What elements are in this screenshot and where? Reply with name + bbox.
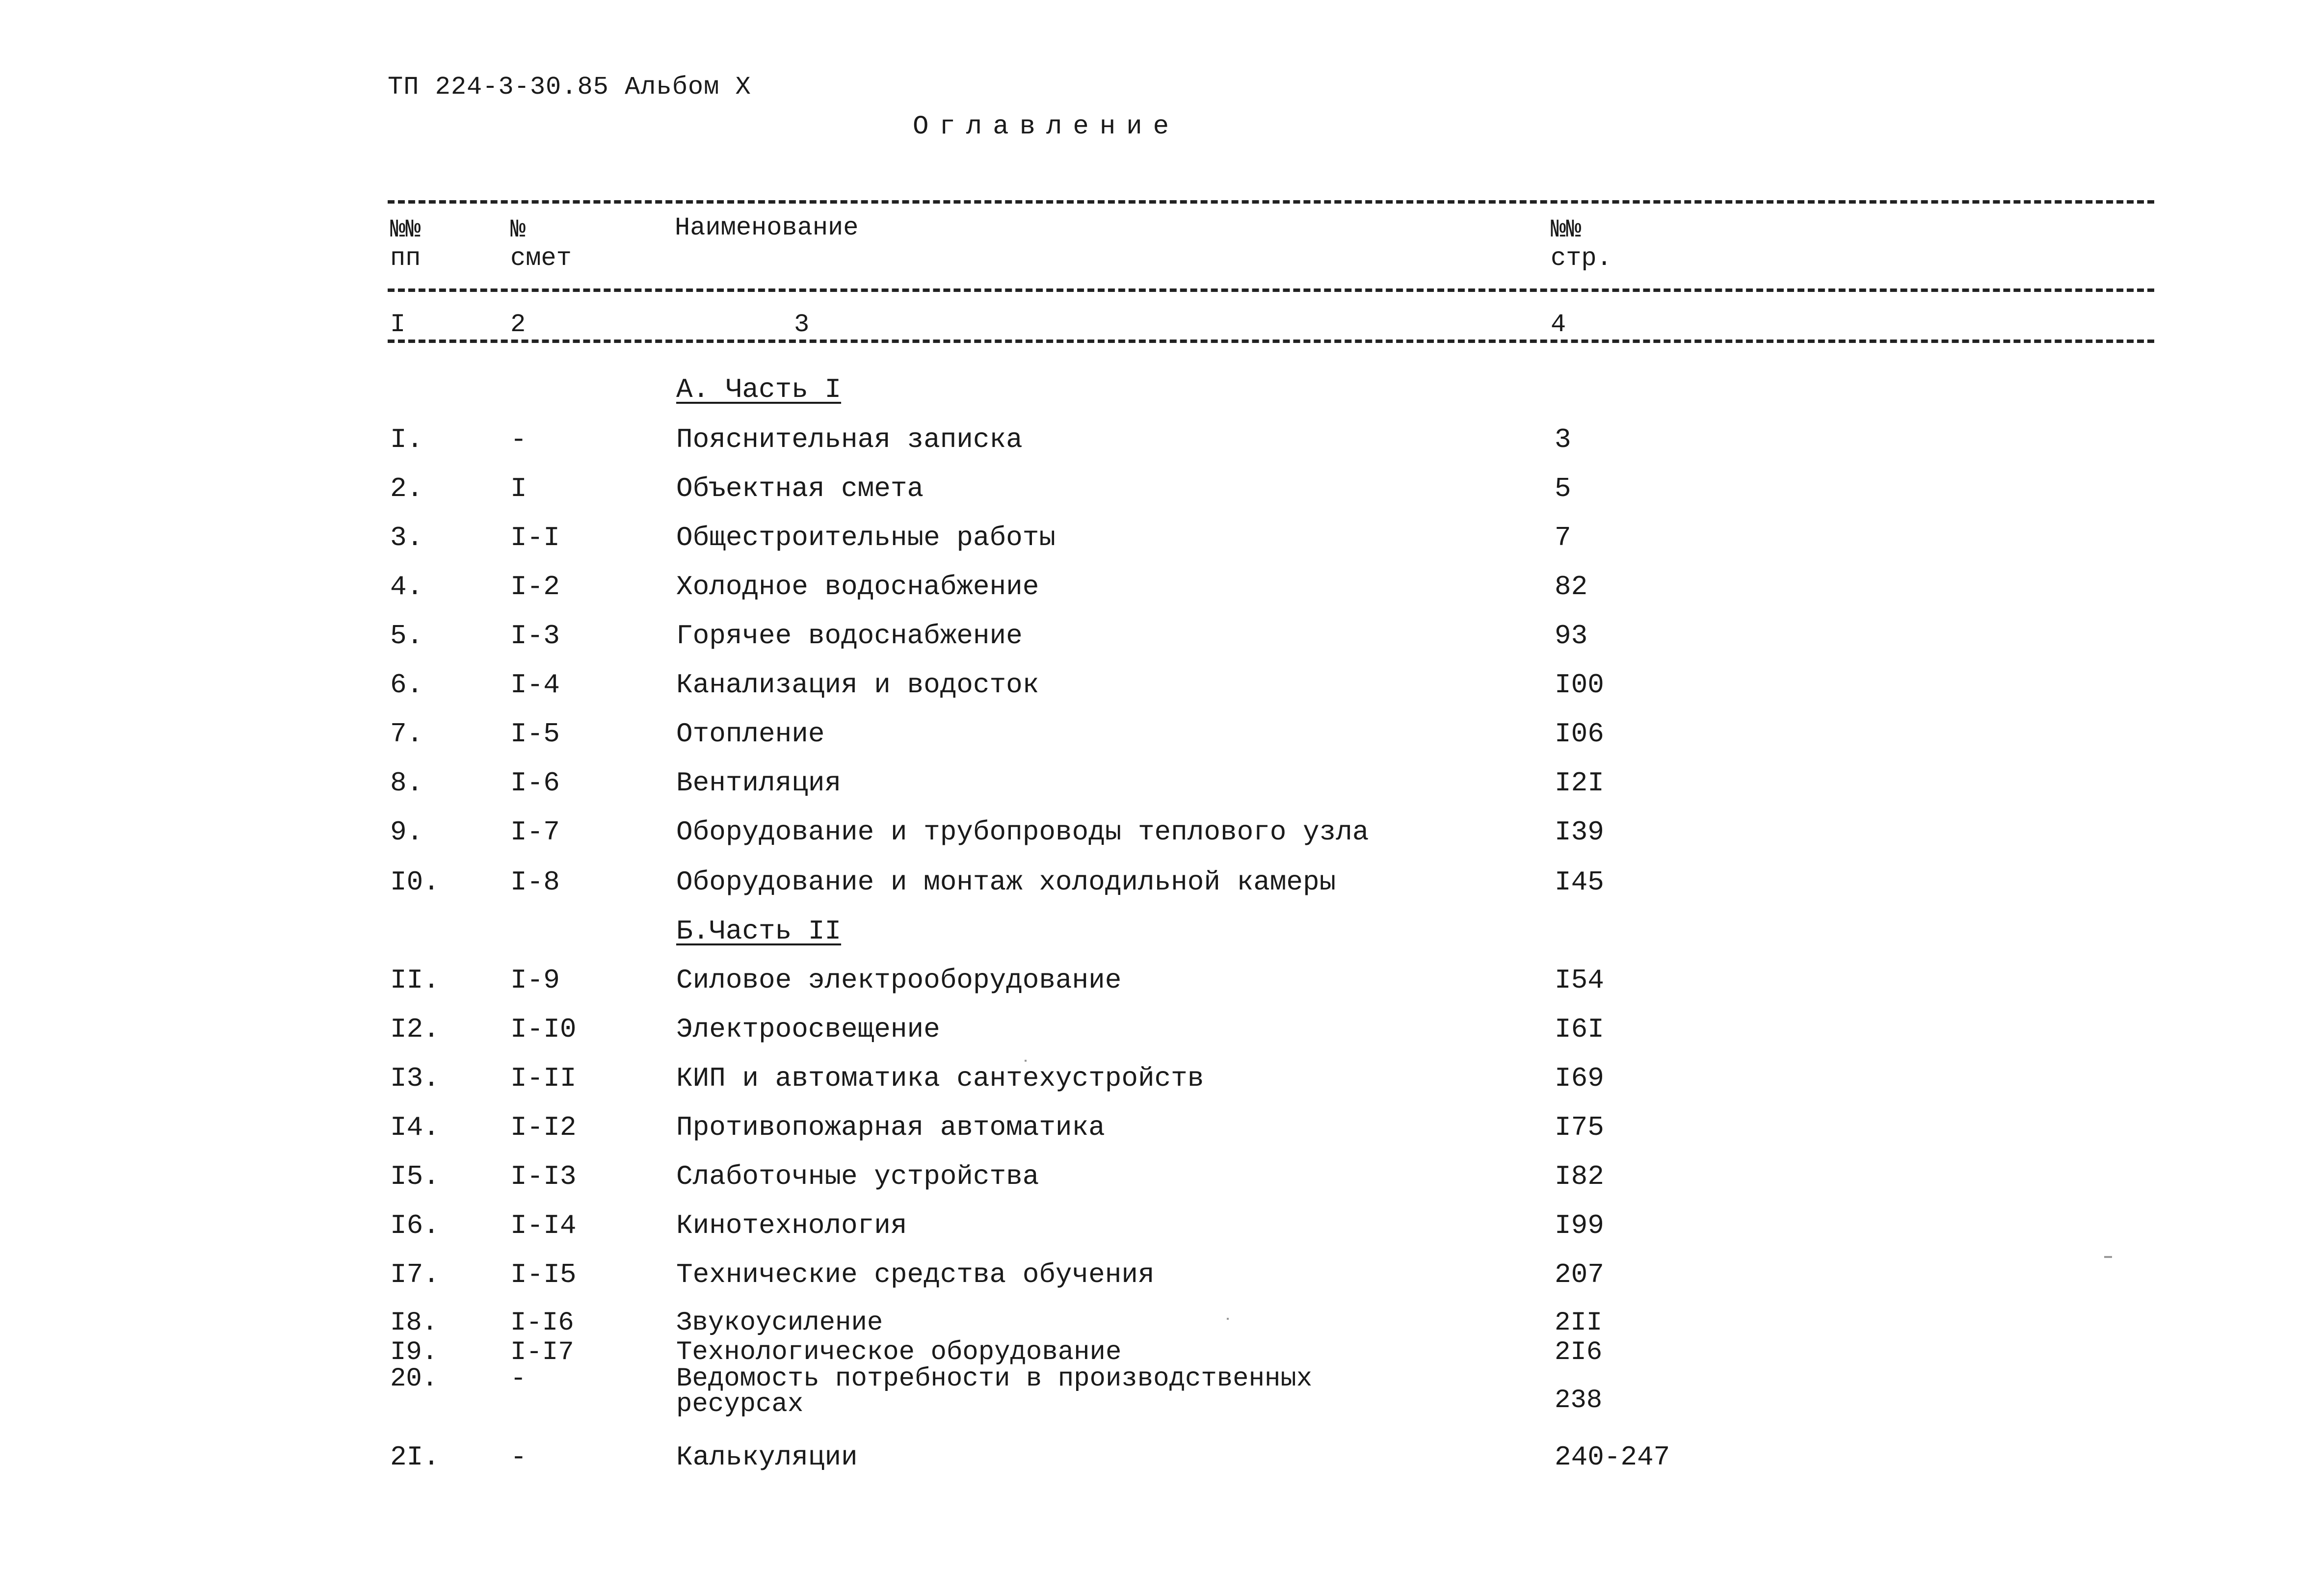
- row-page: I00: [1555, 669, 1604, 701]
- row-page: 7: [1555, 522, 1571, 553]
- row-page: I6I: [1555, 1014, 1604, 1045]
- row-number: 2.: [390, 473, 423, 504]
- table-row: [0, 1112, 2298, 1156]
- table-row: [0, 1161, 2298, 1205]
- row-page: 5: [1555, 473, 1571, 504]
- row-smeta: I-2: [510, 571, 560, 602]
- row-page: 93: [1555, 620, 1588, 652]
- row-name: Электроосвещение: [676, 1014, 940, 1045]
- row-number: I4.: [390, 1112, 440, 1143]
- section-title-a: А. Часть I: [676, 374, 842, 405]
- row-page: 2II: [1555, 1308, 1603, 1338]
- table-row: [0, 866, 2298, 911]
- scan-speck: [1227, 1318, 1229, 1320]
- row-name: Общестроительные работы: [676, 522, 1056, 553]
- row-page: I99: [1555, 1210, 1604, 1241]
- row-page: I75: [1555, 1112, 1604, 1143]
- row-name: Технические средства обучения: [676, 1259, 1155, 1290]
- header-bottom-rule: [388, 340, 2154, 343]
- row-number: 20.: [390, 1364, 438, 1394]
- row-number: I8.: [390, 1308, 438, 1338]
- table-row: [0, 767, 2298, 811]
- row-page: I06: [1555, 718, 1604, 750]
- row-page: 3: [1555, 424, 1571, 455]
- row-number: 2I.: [390, 1441, 440, 1473]
- scan-speck: [2104, 1256, 2112, 1258]
- row-number: I6.: [390, 1210, 440, 1241]
- row-name: Оборудование и трубопроводы теплового узла: [676, 816, 1369, 848]
- row-name: Ведомость потребности в производственных: [676, 1364, 1313, 1394]
- page-header-line-1: №№: [1551, 215, 1582, 244]
- row-name: Объектная смета: [676, 473, 924, 504]
- row-smeta: I-I0: [510, 1014, 577, 1045]
- table-row: [0, 424, 2298, 468]
- row-smeta: I: [510, 473, 527, 504]
- scan-speck: [1025, 1060, 1027, 1062]
- num-header-line-2: пп: [390, 244, 421, 273]
- row-page: 2I6: [1555, 1337, 1603, 1367]
- row-number: 7.: [390, 718, 423, 750]
- row-name: Технологическое оборудование: [676, 1337, 1122, 1367]
- row-smeta: I-8: [510, 866, 560, 898]
- row-name-continuation: ресурсах: [676, 1389, 804, 1419]
- header-mid-rule: [388, 288, 2154, 292]
- row-smeta: I-I2: [510, 1112, 577, 1143]
- row-number: 3.: [390, 522, 423, 553]
- column-number-4: 4: [1551, 310, 1566, 339]
- row-smeta: -: [510, 424, 527, 455]
- row-page: I45: [1555, 866, 1604, 898]
- row-smeta: I-II: [510, 1063, 577, 1094]
- row-smeta: I-I3: [510, 1161, 577, 1192]
- row-name: Силовое электрооборудование: [676, 965, 1122, 996]
- table-row: [0, 1441, 2298, 1486]
- row-page: I2I: [1555, 767, 1604, 799]
- row-number: I5.: [390, 1161, 440, 1192]
- row-number: 5.: [390, 620, 423, 652]
- row-name: Холодное водоснабжение: [676, 571, 1039, 602]
- row-name: Канализация и водосток: [676, 669, 1039, 701]
- section-title-b: Б.Часть II: [676, 916, 842, 947]
- row-page: 238: [1555, 1386, 1603, 1415]
- row-page: 82: [1555, 571, 1588, 602]
- table-row: [0, 1014, 2298, 1058]
- header-top-rule: [388, 200, 2154, 204]
- row-name: Звукоусиление: [676, 1308, 883, 1338]
- row-name: Оборудование и монтаж холодильной камеры: [676, 866, 1336, 898]
- row-number: 8.: [390, 767, 423, 799]
- num-column-header: [390, 216, 421, 273]
- row-page: 240-247: [1555, 1441, 1670, 1473]
- row-number: I0.: [390, 866, 440, 898]
- column-number-2: 2: [510, 310, 526, 339]
- row-number: I2.: [390, 1014, 440, 1045]
- row-name: Горячее водоснабжение: [676, 620, 1023, 652]
- smeta-header-line-1: №: [510, 215, 526, 244]
- row-number: 4.: [390, 571, 423, 602]
- column-number-3: 3: [794, 310, 810, 339]
- table-row: [0, 718, 2298, 762]
- row-smeta: I-9: [510, 965, 560, 996]
- smeta-column-header: [510, 216, 572, 273]
- row-smeta: I-I7: [510, 1337, 574, 1367]
- row-smeta: -: [510, 1441, 527, 1473]
- row-page: I82: [1555, 1161, 1604, 1192]
- table-row: [0, 669, 2298, 713]
- table-row: [0, 1063, 2298, 1107]
- row-name: КИП и автоматика сантехустройств: [676, 1063, 1204, 1094]
- row-smeta: I-3: [510, 620, 560, 652]
- row-smeta: I-I: [510, 522, 560, 553]
- document-id: ТП 224-3-30.85 Альбом Х: [388, 73, 751, 102]
- row-name: Противопожарная автоматика: [676, 1112, 1105, 1143]
- row-smeta: I-I4: [510, 1210, 577, 1241]
- table-row: [0, 522, 2298, 566]
- table-row: [0, 965, 2298, 1009]
- row-name: Калькуляции: [676, 1441, 858, 1473]
- page-title: Оглавление: [913, 112, 1180, 142]
- row-smeta: I-7: [510, 816, 560, 848]
- name-column-header: Наименование: [675, 213, 859, 242]
- row-number: 9.: [390, 816, 423, 848]
- page-column-header: [1551, 216, 1612, 273]
- row-number: I7.: [390, 1259, 440, 1290]
- row-page: 207: [1555, 1259, 1604, 1290]
- row-name: Слаботочные устройства: [676, 1161, 1039, 1192]
- row-smeta: I-I5: [510, 1259, 577, 1290]
- row-smeta: I-6: [510, 767, 560, 799]
- num-header-line-1: №№: [390, 215, 421, 244]
- row-number: I9.: [390, 1337, 438, 1367]
- row-page: I39: [1555, 816, 1604, 848]
- row-number: I.: [390, 424, 423, 455]
- row-name: Отопление: [676, 718, 825, 750]
- row-smeta: I-I6: [510, 1308, 574, 1338]
- table-row: [0, 620, 2298, 664]
- row-name: Пояснительная записка: [676, 424, 1023, 455]
- row-page: I69: [1555, 1063, 1604, 1094]
- row-smeta: I-5: [510, 718, 560, 750]
- table-row: [0, 1364, 2298, 1423]
- row-number: I3.: [390, 1063, 440, 1094]
- row-number: II.: [390, 965, 440, 996]
- row-name: Вентиляция: [676, 767, 842, 799]
- row-smeta: I-4: [510, 669, 560, 701]
- smeta-header-line-2: смет: [510, 244, 572, 273]
- table-row: [0, 816, 2298, 861]
- table-row: [0, 473, 2298, 517]
- row-number: 6.: [390, 669, 423, 701]
- column-number-1: I: [390, 310, 406, 339]
- page-header-line-2: стр.: [1551, 244, 1612, 273]
- row-name: Кинотехнология: [676, 1210, 907, 1241]
- table-row: [0, 1210, 2298, 1254]
- row-smeta: -: [510, 1364, 527, 1394]
- row-page: I54: [1555, 965, 1604, 996]
- table-row: [0, 1259, 2298, 1303]
- table-row: [0, 571, 2298, 615]
